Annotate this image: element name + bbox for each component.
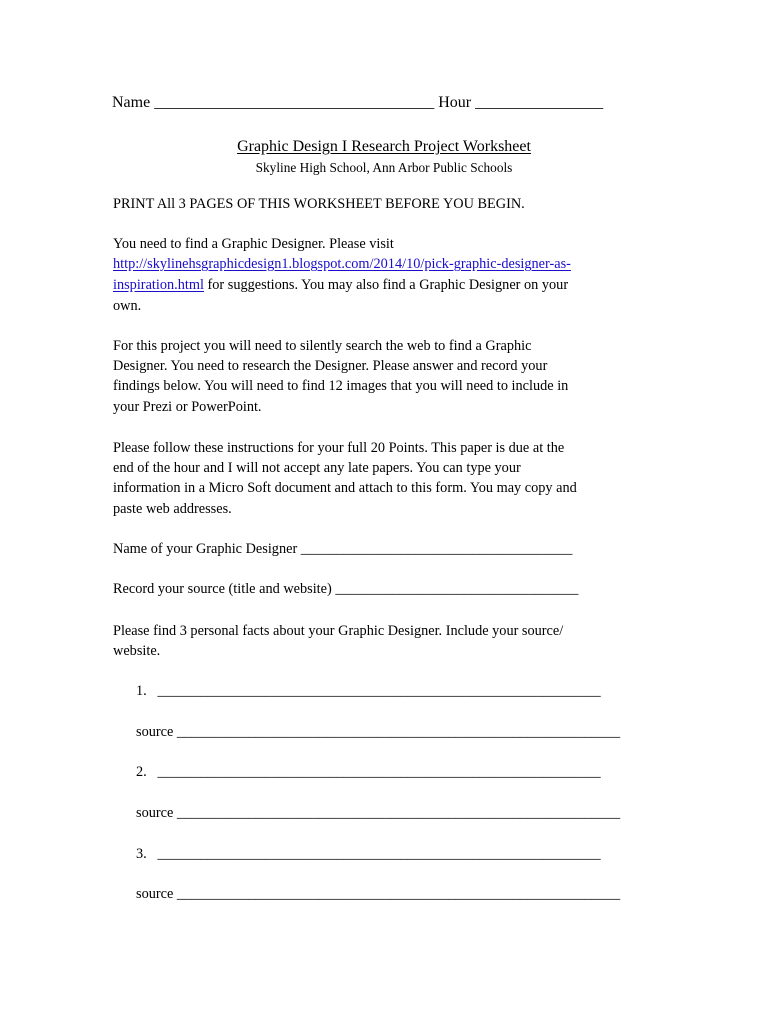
instructions-line-1: Please follow these instructions for your full 20 Points. This paper is due at the xyxy=(113,440,565,456)
suggestion-link[interactable] xyxy=(113,256,571,273)
intro-line-3 xyxy=(113,277,568,294)
fact-3-field[interactable]: 3. ______________________________________________________________ xyxy=(136,846,601,862)
fact-3-source-field[interactable]: source ______________________________________________________________ xyxy=(136,886,621,902)
intro-line-3-text: for suggestions. You may also find a Graphic Designer on your xyxy=(203,277,569,293)
intro-line-4: own. xyxy=(113,298,142,314)
instructions-line-2: end of the hour and I will not accept any late papers. You can type your xyxy=(113,460,521,476)
designer-name-field[interactable]: Name of your Graphic Designer ______________________________________ xyxy=(113,541,573,557)
instructions-line-4: paste web addresses. xyxy=(113,501,232,517)
facts-prompt-line-1: Please find 3 personal facts about your Graphic Designer. Include your source/ xyxy=(113,623,564,639)
worksheet-title: Graphic Design I Research Project Worksheet xyxy=(237,138,531,155)
suggestion-link-text-2[interactable]: inspiration.html xyxy=(113,277,204,293)
fact-1-field[interactable]: 1. ______________________________________________________________ xyxy=(136,683,601,699)
print-notice: PRINT All 3 PAGES OF THIS WORKSHEET BEFORE YOU BEGIN. xyxy=(113,196,525,212)
source-record-field[interactable]: Record your source (title and website) __________________________________ xyxy=(113,581,579,597)
fact-2-source-field[interactable]: source ______________________________________________________________ xyxy=(136,805,621,821)
project-line-4: your Prezi or PowerPoint. xyxy=(113,399,262,415)
fact-2-field[interactable]: 2. ______________________________________________________________ xyxy=(136,764,601,780)
instructions-line-3: information in a Micro Soft document and attach to this form. You may copy and xyxy=(113,480,577,496)
project-line-1: For this project you will need to silently search the web to find a Graphic xyxy=(113,338,532,354)
school-subtitle: Skyline High School, Ann Arbor Public Schools xyxy=(255,160,513,175)
intro-line-1: You need to find a Graphic Designer. Please visit xyxy=(113,236,394,252)
project-line-3: findings below. You will need to find 12 images that you will need to include in xyxy=(113,378,569,394)
facts-prompt-line-2: website. xyxy=(113,643,161,659)
project-line-2: Designer. You need to research the Designer. Please answer and record your xyxy=(113,358,548,374)
suggestion-link-text-1[interactable]: http://skylinehsgraphicdesign1.blogspot.com/2014/10/pick-graphic-designer-as- xyxy=(113,256,571,272)
name-hour-line: Name ___________________________________ Hour ________________ xyxy=(112,94,604,111)
fact-1-source-field[interactable]: source ______________________________________________________________ xyxy=(136,724,621,740)
